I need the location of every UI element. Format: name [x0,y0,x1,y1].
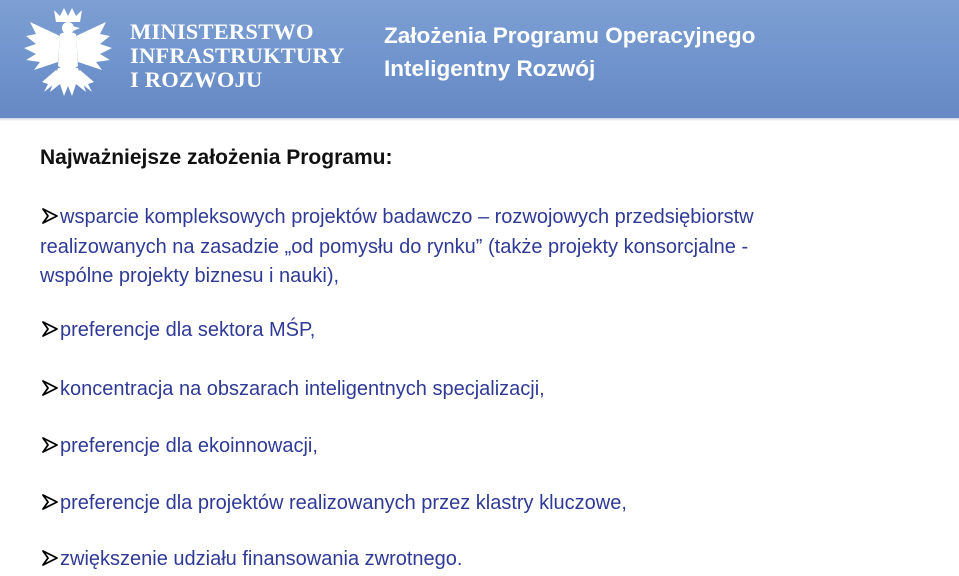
ministry-line: I ROZWOJU [130,67,263,92]
list-item [40,375,545,405]
list-item-line: realizowanych na zasadzie „od pomysłu do rynku” (także projekty konsorcjalne - [40,235,749,258]
arrow-bullet-icon [40,493,60,511]
list-item-text: preferencje dla ekoinnowacji, [60,435,318,457]
slide-title-line: Inteligentny Rozwój [384,56,596,81]
arrow-bullet-icon [40,320,60,338]
list-item-text: wsparcie kompleksowych projektów badawczo – rozwojowych przedsiębiorstw [60,206,754,228]
list-item [40,489,627,519]
slide-title-line: Założenia Programu Operacyjnego [384,23,756,48]
slide-title [384,19,755,85]
header-banner [0,0,959,118]
list-item [40,432,318,462]
ministry-line: INFRASTRUKTURY [130,43,345,68]
list-item [40,545,462,575]
arrow-bullet-icon [40,549,60,567]
arrow-bullet-icon [40,207,60,225]
list-item-text: koncentracja na obszarach inteligentnych specjalizacji, [60,378,545,400]
list-item-line: wspólne projekty biznesu i nauki), [40,265,340,287]
list-item-text: zwiększenie udziału finansowania zwrotnego. [60,548,463,570]
arrow-bullet-icon [40,379,60,397]
list-item-text: preferencje dla projektów realizowanych przez klastry kluczowe, [60,492,627,514]
polish-eagle-emblem-icon [16,4,120,114]
header-divider [0,118,959,121]
list-item [40,203,754,292]
arrow-bullet-icon [40,436,60,454]
ministry-logo-text [130,20,345,92]
list-item-text: preferencje dla sektora MŚP, [60,319,316,341]
list-item [40,316,315,346]
section-heading: Najważniejsze założenia Programu: [40,146,393,169]
list-item-line [40,203,754,233]
ministry-line: MINISTERSTWO [130,19,314,44]
